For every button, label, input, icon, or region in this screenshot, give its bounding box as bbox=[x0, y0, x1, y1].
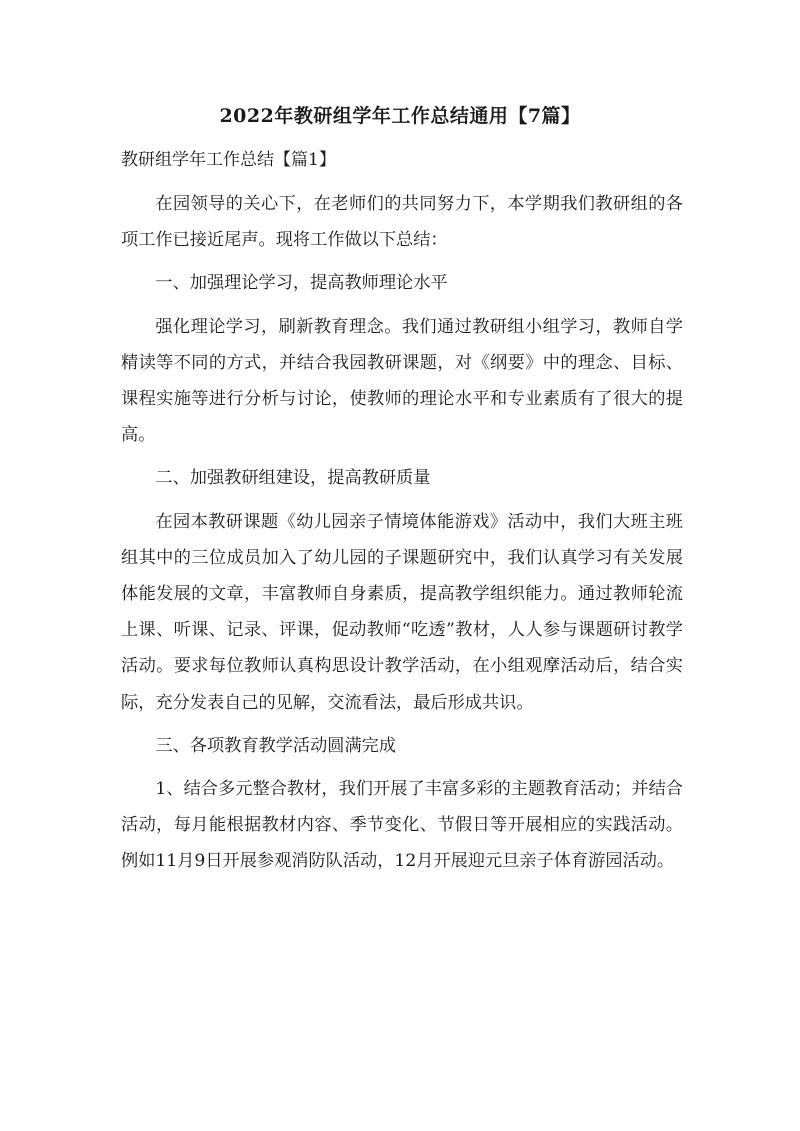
section-title: 教研组学年工作总结【篇1】 bbox=[121, 150, 336, 170]
heading-3: 三、各项教育教学活动圆满完成 bbox=[155, 735, 397, 756]
paragraph-research: 在园本教研课题《幼儿园亲子情境体能游戏》活动中，我们大班主班组其中的三位成员加入了幼儿园的子课题研究中，我们认真学习有关发展体能发展的文章，丰富教师自身素质，提高教学组织能力。通过教师轮流上课、听课、记录、评课，促动教师“吃透”教材，人人参与课题研讨教学活动。要求每位教师认真构思设计教学活动，在小组观摩活动后，结合实际，充分发表自己的见解，交流看法，最后形成共识。 bbox=[121, 511, 683, 713]
heading-1: 一、加强理论学习，提高教师理论水平 bbox=[155, 273, 448, 294]
heading-2: 二、加强教研组建设，提高教研质量 bbox=[155, 468, 431, 489]
document-title: 2022年教研组学年工作总结通用【7篇】 bbox=[219, 105, 581, 127]
paragraph-intro: 在园领导的关心下，在老师们的共同努力下，本学期我们教研组的各项工作已接近尾声。现将工作做以下总结： bbox=[121, 194, 683, 251]
document-body bbox=[121, 186, 683, 880]
paragraph-activities: 1、结合多元整合教材，我们开展了丰富多彩的主题教育活动；并结合活动，每月能根据教材内容、季节变化、节假日等开展相应的实践活动。例如11月9日开展参观消防队活动，12月开展迎元旦亲子体育游园活动。 bbox=[121, 779, 683, 872]
paragraph-theory: 强化理论学习，刷新教育理念。我们通过教研组小组学习，教师自学精读等不同的方式，并结合我园教研课题，对《纲要》中的理念、目标、课程实施等进行分析与讨论，使教师的理论水平和专业素质有了很大的提高。 bbox=[121, 316, 683, 446]
